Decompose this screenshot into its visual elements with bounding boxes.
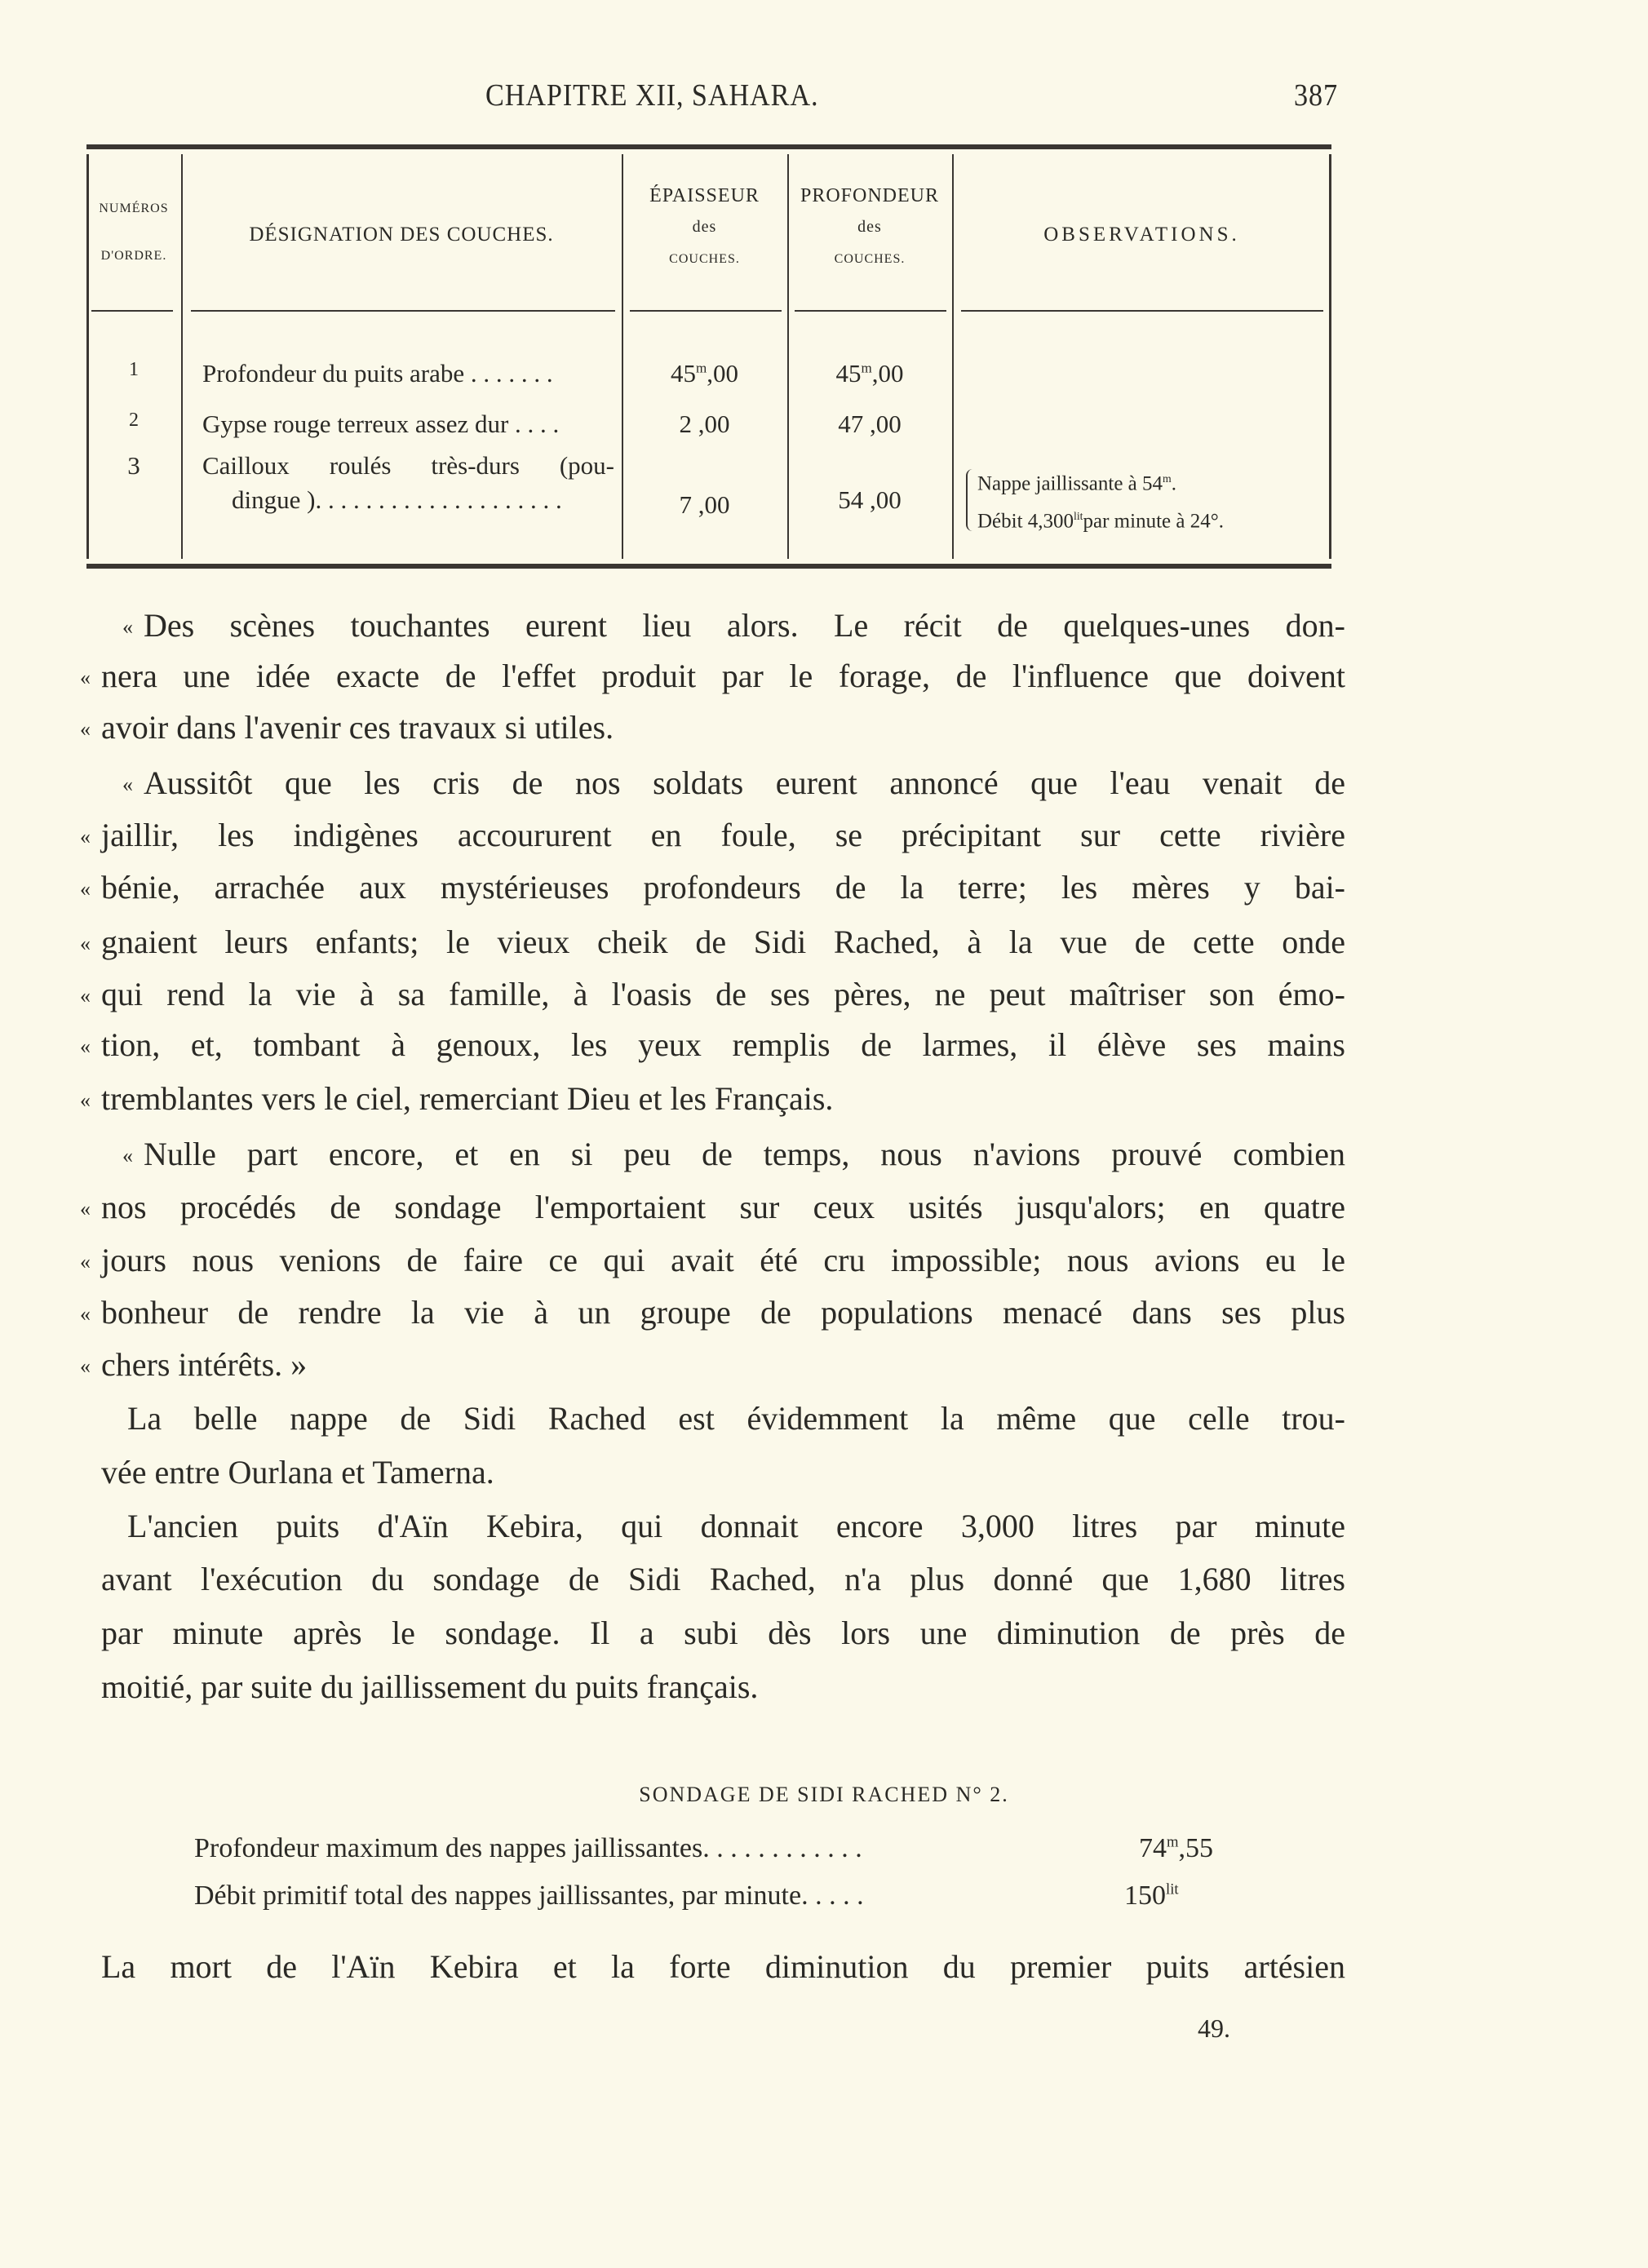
value-decimal: ,55 (1178, 1833, 1214, 1863)
running-title: CHAPITRE XII, SAHARA. (485, 78, 819, 113)
quote-mark: « (122, 773, 133, 796)
sondage-item-label: Débit primitif total des nappes jaillissantes, par minute. . . . . (194, 1880, 864, 1911)
body-line: qui rend la vie à sa famille, à l'oasis de ses pères, ne peut maîtriser son émo- (101, 976, 1345, 1012)
row-epaisseur (622, 490, 787, 520)
header-text: NUMÉROS (99, 202, 169, 215)
body-line: La belle nappe de Sidi Rached est évidemment la même que celle trou- (127, 1400, 1345, 1437)
body-line: nera une idée exacte de l'effet produit par le forage, de l'influence que doivent (101, 658, 1345, 694)
observation-line (977, 463, 1224, 500)
header-text: D'ORDRE. (100, 249, 167, 263)
unit: m (1167, 1833, 1179, 1851)
value: 150 (1124, 1880, 1166, 1911)
header-text: COUCHES. (669, 252, 740, 266)
header-text: des (692, 218, 717, 236)
row-profondeur (787, 359, 952, 388)
value-decimal: ,00 (707, 359, 738, 388)
final-line: La mort de l'Aïn Kebira et la forte diminution du premier puits artésien (101, 1948, 1345, 1985)
strata-table (86, 144, 1331, 569)
row-epaisseur (622, 359, 787, 388)
quote-mark: « (80, 984, 91, 1008)
unit: m (861, 360, 872, 376)
header-epaisseur (622, 182, 787, 273)
body-line: gnaient leurs enfants; le vieux cheik de Sidi Rached, à la vue de cette onde (101, 924, 1345, 960)
row-designation-cont: dingue ). . . . . . . . . . . . . . . . . . . . (232, 485, 562, 514)
value-decimal: ,00 (692, 410, 730, 438)
value: 47 (838, 410, 864, 438)
value-decimal: ,00 (692, 490, 730, 519)
quote-mark: « (80, 1088, 91, 1112)
text: . (1171, 472, 1176, 495)
body-line: Des scènes touchantes eurent lieu alors. Le récit de quelques-unes don- (144, 607, 1345, 644)
observation-line (977, 500, 1224, 538)
quote-mark: « (80, 666, 91, 689)
body-line: avoir dans l'avenir ces travaux si utiles. (101, 709, 614, 746)
value-decimal: ,00 (863, 410, 902, 438)
body-line: bonheur de rendre la vie à un groupe de populations menacé dans ses plus (101, 1294, 1345, 1331)
text: par minute à 24°. (1083, 510, 1224, 533)
sondage-item-label: Profondeur maximum des nappes jaillissantes. . . . . . . . . . . . (194, 1833, 862, 1863)
column-divider (181, 154, 183, 559)
header-text: PROFONDEUR (800, 185, 940, 206)
body-line: bénie, arrachée aux mystérieuses profondeurs de la terre; les mères y bai- (101, 869, 1345, 906)
body-line: par minute après le sondage. Il a subi dès lors une diminution de près de (101, 1615, 1345, 1651)
value: 45 (835, 359, 862, 388)
header-rule (961, 310, 1323, 312)
body-line: L'ancien puits d'Aïn Kebira, qui donnait encore 3,000 litres par minute (127, 1508, 1345, 1544)
value: 54 (838, 485, 864, 514)
header-designation: DÉSIGNATION DES COUCHES. (249, 224, 554, 246)
body-line: chers intérêts. » (101, 1346, 308, 1383)
quote-mark: « (80, 877, 91, 901)
row-designation: Cailloux roulés très-durs (pou- (202, 451, 614, 480)
value: 74 (1139, 1833, 1167, 1863)
quote-mark: « (80, 932, 91, 955)
body-line: jaillir, les indigènes accoururent en foule, se précipitant sur cette rivière (101, 817, 1345, 853)
quote-mark: « (80, 1034, 91, 1058)
unit: lit (1166, 1880, 1179, 1898)
header-numeros (86, 195, 181, 270)
header-rule (191, 310, 615, 312)
body-line: Nulle part encore, et en si peu de temps, nous n'avions prouvé combien (144, 1136, 1345, 1172)
quote-mark: « (80, 1250, 91, 1274)
header-text: des (857, 218, 882, 236)
quote-mark: « (80, 1354, 91, 1378)
body-line: avant l'exécution du sondage de Sidi Rached, n'a plus donné que 1,680 litres (101, 1561, 1345, 1597)
quote-mark: « (80, 825, 91, 848)
quote-mark: « (122, 1144, 133, 1167)
row-number: 2 (129, 410, 139, 431)
row-profondeur (787, 410, 952, 439)
body-line: moitié, par suite du jaillissement du puits français. (101, 1668, 759, 1705)
header-text: ÉPAISSEUR (649, 185, 760, 206)
sondage-item-value (1139, 1833, 1213, 1864)
body-line: vée entre Ourlana et Tamerna. (101, 1454, 494, 1491)
header-rule (91, 310, 173, 312)
unit: m (1163, 472, 1172, 485)
page-number: 387 (1294, 78, 1338, 113)
quote-mark: « (80, 717, 91, 741)
brace (966, 469, 974, 531)
value: 2 (679, 410, 692, 438)
row-observation (977, 463, 1224, 538)
quote-mark: « (122, 615, 133, 639)
unit: m (696, 360, 707, 376)
value-decimal: ,00 (863, 485, 902, 514)
header-rule (795, 310, 946, 312)
value-decimal: ,00 (871, 359, 904, 388)
row-number: 3 (127, 451, 140, 480)
unit: lit (1074, 510, 1083, 523)
body-line: jours nous venions de faire ce qui avait été cru impossible; nous avions eu le (101, 1242, 1345, 1278)
header-observations: OBSERVATIONS. (1043, 224, 1240, 246)
signature-mark: 49. (1198, 2013, 1230, 2043)
header-rule (630, 310, 782, 312)
quote-mark: « (80, 1302, 91, 1326)
row-epaisseur (622, 410, 787, 439)
column-divider (952, 154, 954, 559)
body-line: tremblantes vers le ciel, remerciant Dieu et les Français. (101, 1080, 834, 1117)
header-text: COUCHES. (834, 252, 906, 266)
section-title: SONDAGE DE SIDI RACHED N° 2. (639, 1783, 1009, 1806)
quote-mark: « (80, 1197, 91, 1220)
value: 45 (671, 359, 696, 388)
text: Débit 4,300 (977, 510, 1074, 533)
header-profondeur (787, 182, 952, 273)
body-line: nos procédés de sondage l'emportaient sur ceux usités jusqu'alors; en quatre (101, 1189, 1345, 1225)
value: 7 (679, 490, 692, 519)
row-designation: Profondeur du puits arabe . . . . . . . (202, 359, 553, 388)
body-line: tion, et, tombant à genoux, les yeux remplis de larmes, il élève ses mains (101, 1026, 1345, 1063)
row-designation: Gypse rouge terreux assez dur . . . . (202, 410, 560, 438)
text: Nappe jaillissante à 54 (977, 472, 1163, 495)
row-number: 1 (129, 359, 139, 380)
row-profondeur (787, 485, 952, 515)
body-line: Aussitôt que les cris de nos soldats eurent annoncé que l'eau venait de (144, 764, 1345, 801)
sondage-item-value (1124, 1880, 1179, 1911)
